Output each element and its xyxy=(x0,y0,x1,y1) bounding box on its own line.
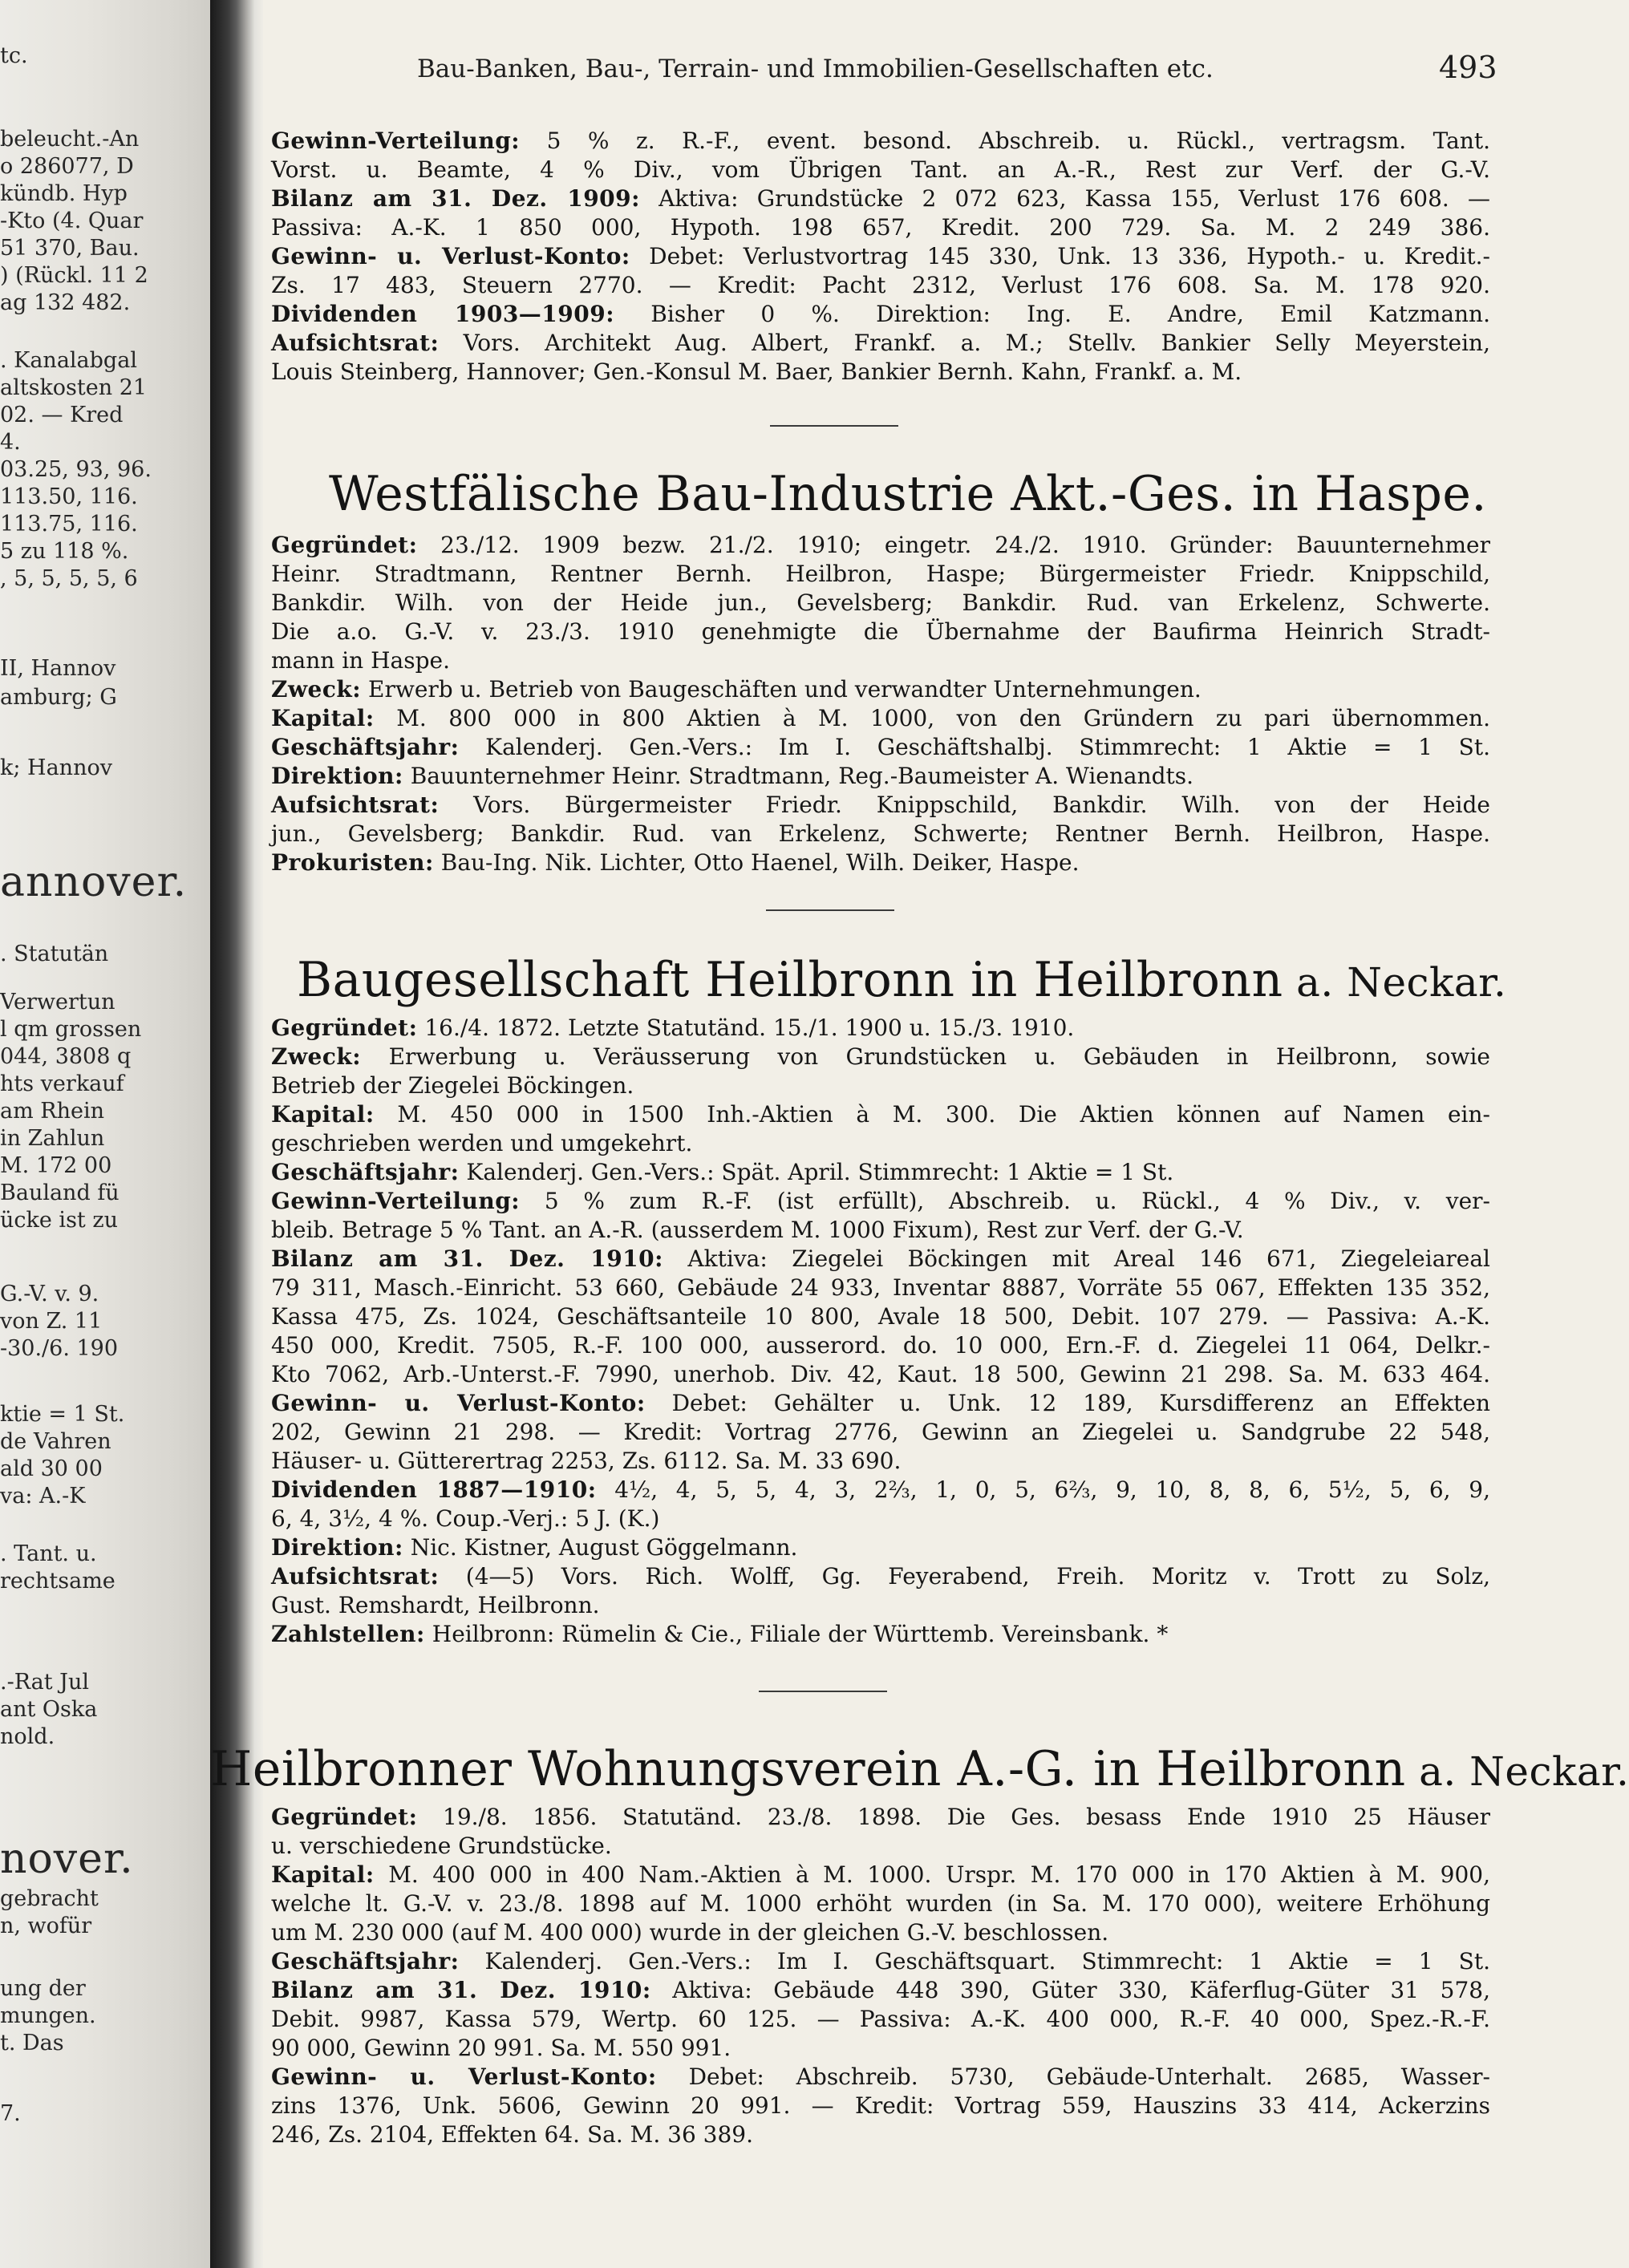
field-text: Erwerb u. Betrieb von Baugeschäften und verwandter Unternehmungen. xyxy=(361,676,1201,703)
text-line xyxy=(271,1071,1490,1100)
field-label: Kapital: xyxy=(271,1101,375,1128)
field-text: Erwerbung u. Veräusserung von Grundstücken u. Gebäuden in Heilbronn, sowie xyxy=(361,1043,1490,1070)
facing-page-fragment: 113.50, 116. xyxy=(0,484,138,509)
facing-page-fragment: ag 132 482. xyxy=(0,290,131,315)
text-line xyxy=(271,242,1490,271)
field-text: Debit. 9987, Kassa 579, Wertp. 60 125. — Passiva: A.-K. 400 000, R.-F. 40 000, Spez.-R.-F. xyxy=(271,2006,1490,2032)
text-line xyxy=(271,2034,1490,2063)
field-text: Aktiva: Gebäude 448 390, Güter 330, Käferflug-Güter 31 578, xyxy=(650,1977,1490,2003)
field-label: Gegründet: xyxy=(271,532,418,558)
field-label: Aufsichtsrat: xyxy=(271,792,440,818)
text-line xyxy=(271,618,1490,646)
field-text: 16./4. 1872. Letzte Statutänd. 15./1. 1900 u. 15./3. 1910. xyxy=(417,1015,1075,1041)
field-text: Aktiva: Ziegelei Böckingen mit Areal 146 671, Ziegeleiareal xyxy=(663,1245,1491,1272)
text-line xyxy=(271,1476,1490,1505)
field-label: Gegründet: xyxy=(271,1804,418,1830)
field-text: 19./8. 1856. Statutänd. 23./8. 1898. Die Ges. besass Ende 1910 25 Häuser xyxy=(417,1804,1490,1830)
facing-page-fragment: 5 zu 118 %. xyxy=(0,539,129,564)
field-text: Kalenderj. Gen.-Vers.: Im I. Geschäftsquart. Stimmrecht: 1 Aktie = 1 St. xyxy=(459,1948,1490,1974)
field-label: Dividenden 1887—1910: xyxy=(271,1476,597,1503)
facing-page-fragment: 51 370, Bau. xyxy=(0,236,140,261)
company-title-westfaelische xyxy=(329,466,1487,522)
field-text: M. 400 000 in 400 Nam.-Aktien à M. 1000. Urspr. M. 170 000 in 170 Aktien à M. 900, xyxy=(374,1861,1490,1888)
field-label: Zahlstellen: xyxy=(271,1621,425,1647)
text-line xyxy=(271,184,1490,213)
facing-page-fragment: amburg; G xyxy=(0,685,117,710)
text-line xyxy=(271,1187,1490,1216)
facing-page-fragment: 113.75, 116. xyxy=(0,512,138,537)
text-line xyxy=(271,1014,1490,1043)
field-text: Häuser- u. Gütterertrag 2253, Zs. 6112. Sa. M. 33 690. xyxy=(271,1448,902,1474)
field-text: Heinr. Stradtmann, Rentner Bernh. Heilbron, Haspe; Bürgermeister Friedr. Knippschild, xyxy=(271,561,1490,587)
text-line xyxy=(271,1918,1490,1947)
facing-page-fragment: in Zahlun xyxy=(0,1126,105,1151)
field-text: Debet: Abschreib. 5730, Gebäude-Unterhalt. 2685, Wasser- xyxy=(656,2063,1490,2090)
company-location-suffix: a. Neckar. xyxy=(1405,1748,1629,1795)
facing-page-fragment: . Statutän xyxy=(0,942,109,966)
facing-page-fragment: -30./6. 190 xyxy=(0,1336,119,1361)
facing-page-fragment: , 5, 5, 5, 5, 6 xyxy=(0,566,138,591)
facing-page-fragment: von Z. 11 xyxy=(0,1309,103,1334)
facing-page-fragment: l qm grossen xyxy=(0,1017,142,1042)
text-line xyxy=(271,127,1490,156)
facing-page-fragment: va: A.-K xyxy=(0,1484,86,1509)
text-line xyxy=(271,2005,1490,2034)
field-label: Bilanz am 31. Dez. 1909: xyxy=(271,185,640,212)
facing-page-fragment: rechtsame xyxy=(0,1569,115,1594)
facing-page-fragment: mungen. xyxy=(0,2003,96,2028)
facing-page-fragment: kündb. Hyp xyxy=(0,181,128,206)
field-label: Kapital: xyxy=(271,1861,375,1888)
field-label: Aufsichtsrat: xyxy=(271,1563,440,1590)
field-label: Gewinn- u. Verlust-Konto: xyxy=(271,1390,646,1416)
field-text: Heilbronn: Rümelin & Cie., Filiale der Württemb. Vereinsbank. * xyxy=(424,1621,1169,1647)
field-label: Gewinn-Verteilung: xyxy=(271,128,521,154)
field-text: 5 % zum R.-F. (ist erfüllt), Abschreib. u. Rückl., 4 % Div., v. ver- xyxy=(520,1188,1490,1214)
text-line xyxy=(271,531,1490,560)
entry-baugesellschaft-heilbronn xyxy=(271,1014,1490,1649)
field-text: Louis Steinberg, Hannover; Gen.-Konsul M. Baer, Bankier Bernh. Kahn, Frankf. a. M. xyxy=(271,358,1242,385)
facing-page-fragment: ktie = 1 St. xyxy=(0,1402,125,1427)
text-line xyxy=(271,560,1490,589)
text-line xyxy=(271,1129,1490,1158)
field-text: 6, 4, 3½, 4 %. Coup.-Verj.: 5 J. (K.) xyxy=(271,1505,660,1532)
field-text: zins 1376, Unk. 5606, Gewinn 20 991. — Kredit: Vortrag 559, Hauszins 33 414, Ackerzins xyxy=(271,2092,1490,2119)
facing-page-fragment: 7. xyxy=(0,2101,21,2126)
text-line xyxy=(271,213,1490,242)
text-line xyxy=(271,1302,1490,1331)
text-line xyxy=(271,1591,1490,1620)
text-line xyxy=(271,1331,1490,1360)
field-text: Debet: Verlustvortrag 145 330, Unk. 13 336, Hypoth.- u. Kredit.- xyxy=(630,243,1491,269)
field-text: 4½, 4, 5, 5, 4, 3, 2⅔, 1, 0, 5, 6⅔, 9, 10, 8, 8, 6, 5½, 5, 6, 9, xyxy=(596,1476,1490,1503)
field-text: M. 450 000 in 1500 Inh.-Aktien à M. 300. Die Aktien können auf Namen ein- xyxy=(374,1101,1490,1128)
field-label: Zweck: xyxy=(271,1043,362,1070)
field-label: Zweck: xyxy=(271,676,362,703)
entry-continuation xyxy=(271,127,1490,387)
field-text: Vorst. u. Beamte, 4 % Div., vom Übrigen Tant. an A.-R., Rest zur Verf. der G.-V. xyxy=(271,156,1490,183)
facing-page-fragment: de Vahren xyxy=(0,1429,111,1454)
page-number: 493 xyxy=(1439,50,1497,85)
text-line xyxy=(271,2120,1490,2149)
field-label: Geschäftsjahr: xyxy=(271,734,460,760)
field-text: Kto 7062, Arb.-Unterst.-F. 7990, unerhob. Div. 42, Kaut. 18 500, Gewinn 21 298. Sa. M. 633 464. xyxy=(271,1361,1490,1387)
field-label: Gewinn-Verteilung: xyxy=(271,1188,521,1214)
text-line xyxy=(271,1533,1490,1562)
text-line xyxy=(271,675,1490,704)
facing-page-fragment: annover. xyxy=(0,858,188,906)
field-text: Vors. Bürgermeister Friedr. Knippschild, Bankdir. Wilh. von der Heide xyxy=(439,792,1490,818)
field-text: geschrieben werden und umgekehrt. xyxy=(271,1130,693,1156)
company-name: Baugesellschaft Heilbronn in Heilbronn xyxy=(297,952,1283,1008)
text-line xyxy=(271,329,1490,358)
text-line xyxy=(271,156,1490,184)
text-line xyxy=(271,1100,1490,1129)
text-line xyxy=(271,1889,1490,1918)
facing-page-fragment: Bauland fü xyxy=(0,1181,120,1205)
field-text: Kalenderj. Gen.-Vers.: Spät. April. Stimmrecht: 1 Aktie = 1 St. xyxy=(459,1159,1174,1185)
facing-page-fragment: nover. xyxy=(0,1835,134,1883)
field-text: mann in Haspe. xyxy=(271,647,450,674)
section-divider xyxy=(766,909,894,911)
facing-page-fragment: . Tant. u. xyxy=(0,1541,97,1566)
field-text: Zs. 17 483, Steuern 2770. — Kredit: Pacht 2312, Verlust 176 608. Sa. M. 178 920. xyxy=(271,272,1490,298)
field-text: 202, Gewinn 21 298. — Kredit: Vortrag 2776, Gewinn an Ziegelei u. Sandgrube 22 548, xyxy=(271,1419,1490,1445)
text-line xyxy=(271,1245,1490,1274)
facing-page-fragment: t. Das xyxy=(0,2031,64,2055)
facing-page-fragment: 044, 3808 q xyxy=(0,1044,132,1069)
facing-page-fragment: hts verkauf xyxy=(0,1071,124,1096)
text-line xyxy=(271,1389,1490,1418)
text-line xyxy=(271,1832,1490,1861)
facing-page-fragment: beleucht.-An xyxy=(0,127,140,152)
field-text: Gust. Remshardt, Heilbronn. xyxy=(271,1592,600,1618)
field-text: jun., Gevelsberg; Bankdir. Rud. van Erkelenz, Schwerte; Rentner Bernh. Heilbron, Haspe. xyxy=(271,820,1490,847)
facing-page-fragment: M. 172 00 xyxy=(0,1153,112,1178)
field-text: bleib. Betrage 5 % Tant. an A.-R. (ausserdem M. 1000 Fixum), Rest zur Verf. der G.-V. xyxy=(271,1217,1244,1243)
field-label: Gewinn- u. Verlust-Konto: xyxy=(271,2063,657,2090)
facing-page-fragment: ücke ist zu xyxy=(0,1208,118,1233)
field-text: 450 000, Kredit. 7505, R.-F. 100 000, ausserord. do. 10 000, Ern.-F. d. Ziegelei 11 064, Delkr.- xyxy=(271,1332,1490,1359)
facing-page-fragment: ant Oska xyxy=(0,1697,98,1722)
facing-page-fragment: tc. xyxy=(0,43,28,68)
field-text: 79 311, Masch.-Einricht. 53 660, Gebäude 24 933, Inventar 8887, Vorräte 55 067, Effekten 135 352, xyxy=(271,1274,1490,1301)
field-label: Bilanz am 31. Dez. 1910: xyxy=(271,1245,663,1272)
text-line xyxy=(271,1360,1490,1389)
facing-page-fragment: altskosten 21 xyxy=(0,375,148,400)
facing-page-fragment: .-Rat Jul xyxy=(0,1670,90,1695)
facing-page-fragment: Verwertun xyxy=(0,990,115,1015)
company-name: Westfälische Bau-Industrie Akt.-Ges. in Haspe. xyxy=(329,466,1487,522)
facing-page-fragment: am Rhein xyxy=(0,1099,105,1124)
facing-page-fragment: II, Hannov xyxy=(0,656,116,681)
field-text: welche lt. G.-V. v. 23./8. 1898 auf M. 1000 erhöht wurden (in Sa. M. 170 000), weitere Erhöhung xyxy=(271,1890,1490,1917)
text-line xyxy=(271,1861,1490,1889)
field-text: Aktiva: Grundstücke 2 072 623, Kassa 155, Verlust 176 608. — xyxy=(639,185,1490,212)
field-text: Bankdir. Wilh. von der Heide jun., Gevelsberg; Bankdir. Rud. van Erkelenz, Schwerte. xyxy=(271,589,1490,616)
field-text: Kassa 475, Zs. 1024, Geschäftsanteile 10 800, Avale 18 500, Debit. 107 279. — Passiva: A.-K. xyxy=(271,1303,1490,1330)
field-text: Bauunternehmer Heinr. Stradtmann, Reg.-Baumeister A. Wienandts. xyxy=(403,763,1194,789)
facing-page-fragment: nold. xyxy=(0,1724,55,1749)
field-text: Bau-Ing. Nik. Lichter, Otto Haenel, Wilh. Deiker, Haspe. xyxy=(433,849,1080,876)
facing-page-fragment: o 286077, D xyxy=(0,154,134,179)
text-line xyxy=(271,791,1490,820)
field-text: 90 000, Gewinn 20 991. Sa. M. 550 991. xyxy=(271,2035,731,2061)
field-text: um M. 230 000 (auf M. 400 000) wurde in der gleichen G.-V. beschlossen. xyxy=(271,1919,1109,1946)
field-text: Die a.o. G.-V. v. 23./3. 1910 genehmigte die Übernahme der Baufirma Heinrich Stradt- xyxy=(271,618,1490,645)
book-spine-shadow xyxy=(210,0,263,2268)
company-location-suffix: a. Neckar. xyxy=(1283,959,1507,1006)
facing-page-fragment: G.-V. v. 9. xyxy=(0,1282,99,1306)
field-label: Geschäftsjahr: xyxy=(271,1159,460,1185)
facing-page-fragment: -Kto (4. Quar xyxy=(0,209,144,233)
entry-westfaelische xyxy=(271,531,1490,877)
text-line xyxy=(271,646,1490,675)
field-text: u. verschiedene Grundstücke. xyxy=(271,1833,612,1859)
text-line xyxy=(271,1216,1490,1245)
section-divider xyxy=(770,425,898,427)
facing-page-fragment: ) (Rückl. 11 2 xyxy=(0,263,148,288)
text-line xyxy=(271,1274,1490,1302)
facing-page-fragment: k; Hannov xyxy=(0,755,112,780)
facing-page-fragment: 4. xyxy=(0,430,21,455)
text-line xyxy=(271,300,1490,329)
text-line xyxy=(271,704,1490,733)
facing-page-fragment: n, wofür xyxy=(0,1914,92,1938)
company-title-heilbronner-wohnungsverein xyxy=(210,1741,1629,1797)
text-line xyxy=(271,1620,1490,1649)
field-text: M. 800 000 in 800 Aktien à M. 1000, von den Gründern zu pari übernommen. xyxy=(374,705,1490,731)
field-label: Direktion: xyxy=(271,1534,403,1561)
field-text: Bisher 0 %. Direktion: Ing. E. Andre, Emil Katzmann. xyxy=(614,301,1490,327)
field-label: Dividenden 1903—1909: xyxy=(271,301,615,327)
facing-page-fragment: gebracht xyxy=(0,1886,99,1911)
text-line xyxy=(271,762,1490,791)
text-line xyxy=(271,733,1490,762)
text-line xyxy=(271,1947,1490,1976)
text-line xyxy=(271,1043,1490,1071)
field-text: (4—5) Vors. Rich. Wolff, Gg. Feyerabend, Freih. Moritz v. Trott zu Solz, xyxy=(439,1563,1490,1590)
entry-heilbronner-wohnungsverein xyxy=(271,1803,1490,2149)
facing-page-fragment: ald 30 00 xyxy=(0,1456,103,1481)
text-line xyxy=(271,1158,1490,1187)
field-label: Aufsichtsrat: xyxy=(271,330,440,356)
text-line xyxy=(271,1447,1490,1476)
text-line xyxy=(271,1803,1490,1832)
company-title-baugesellschaft-heilbronn xyxy=(297,952,1507,1008)
text-line xyxy=(271,820,1490,848)
field-label: Geschäftsjahr: xyxy=(271,1948,460,1974)
text-line xyxy=(271,848,1490,877)
field-label: Prokuristen: xyxy=(271,849,434,876)
facing-page-fragment: . Kanalabgal xyxy=(0,348,137,373)
field-label: Direktion: xyxy=(271,763,403,789)
field-text: 5 % z. R.-F., event. besond. Abschreib. u. Rückl., vertragsm. Tant. xyxy=(520,128,1490,154)
text-line xyxy=(271,1976,1490,2005)
field-label: Kapital: xyxy=(271,705,375,731)
facing-page-fragment: 02. — Kred xyxy=(0,403,124,427)
field-label: Gewinn- u. Verlust-Konto: xyxy=(271,243,630,269)
field-text: 23./12. 1909 bezw. 21./2. 1910; eingetr. 24./2. 1910. Gründer: Bauunternehmer xyxy=(417,532,1490,558)
field-text: Debet: Gehälter u. Unk. 12 189, Kursdifferenz an Effekten xyxy=(645,1390,1491,1416)
text-line xyxy=(271,358,1490,387)
field-text: Kalenderj. Gen.-Vers.: Im I. Geschäftshalbj. Stimmrecht: 1 Aktie = 1 St. xyxy=(459,734,1490,760)
field-text: Nic. Kistner, August Göggelmann. xyxy=(403,1534,798,1561)
text-line xyxy=(271,1418,1490,1447)
text-line xyxy=(271,1562,1490,1591)
field-text: 246, Zs. 2104, Effekten 64. Sa. M. 36 389. xyxy=(271,2121,754,2148)
running-header: Bau-Banken, Bau-, Terrain- und Immobilien-Gesellschaften etc. xyxy=(417,55,1214,83)
text-line xyxy=(271,1505,1490,1533)
text-line xyxy=(271,2063,1490,2092)
text-line xyxy=(271,271,1490,300)
field-label: Bilanz am 31. Dez. 1910: xyxy=(271,1977,651,2003)
field-text: Vors. Architekt Aug. Albert, Frankf. a. M.; Stellv. Bankier Selly Meyerstein, xyxy=(439,330,1490,356)
facing-page-fragment: ung der xyxy=(0,1976,86,2001)
text-line xyxy=(271,589,1490,618)
facing-page-gutter xyxy=(0,0,210,2268)
company-name: Heilbronner Wohnungsverein A.-G. in Heilbronn xyxy=(210,1741,1406,1797)
section-divider xyxy=(759,1691,887,1692)
field-label: Gegründet: xyxy=(271,1015,418,1041)
facing-page-fragment: 03.25, 93, 96. xyxy=(0,457,152,482)
text-line xyxy=(271,2092,1490,2120)
field-text: Betrieb der Ziegelei Böckingen. xyxy=(271,1072,634,1099)
field-text: Passiva: A.-K. 1 850 000, Hypoth. 198 657, Kredit. 200 729. Sa. M. 2 249 386. xyxy=(271,214,1490,241)
